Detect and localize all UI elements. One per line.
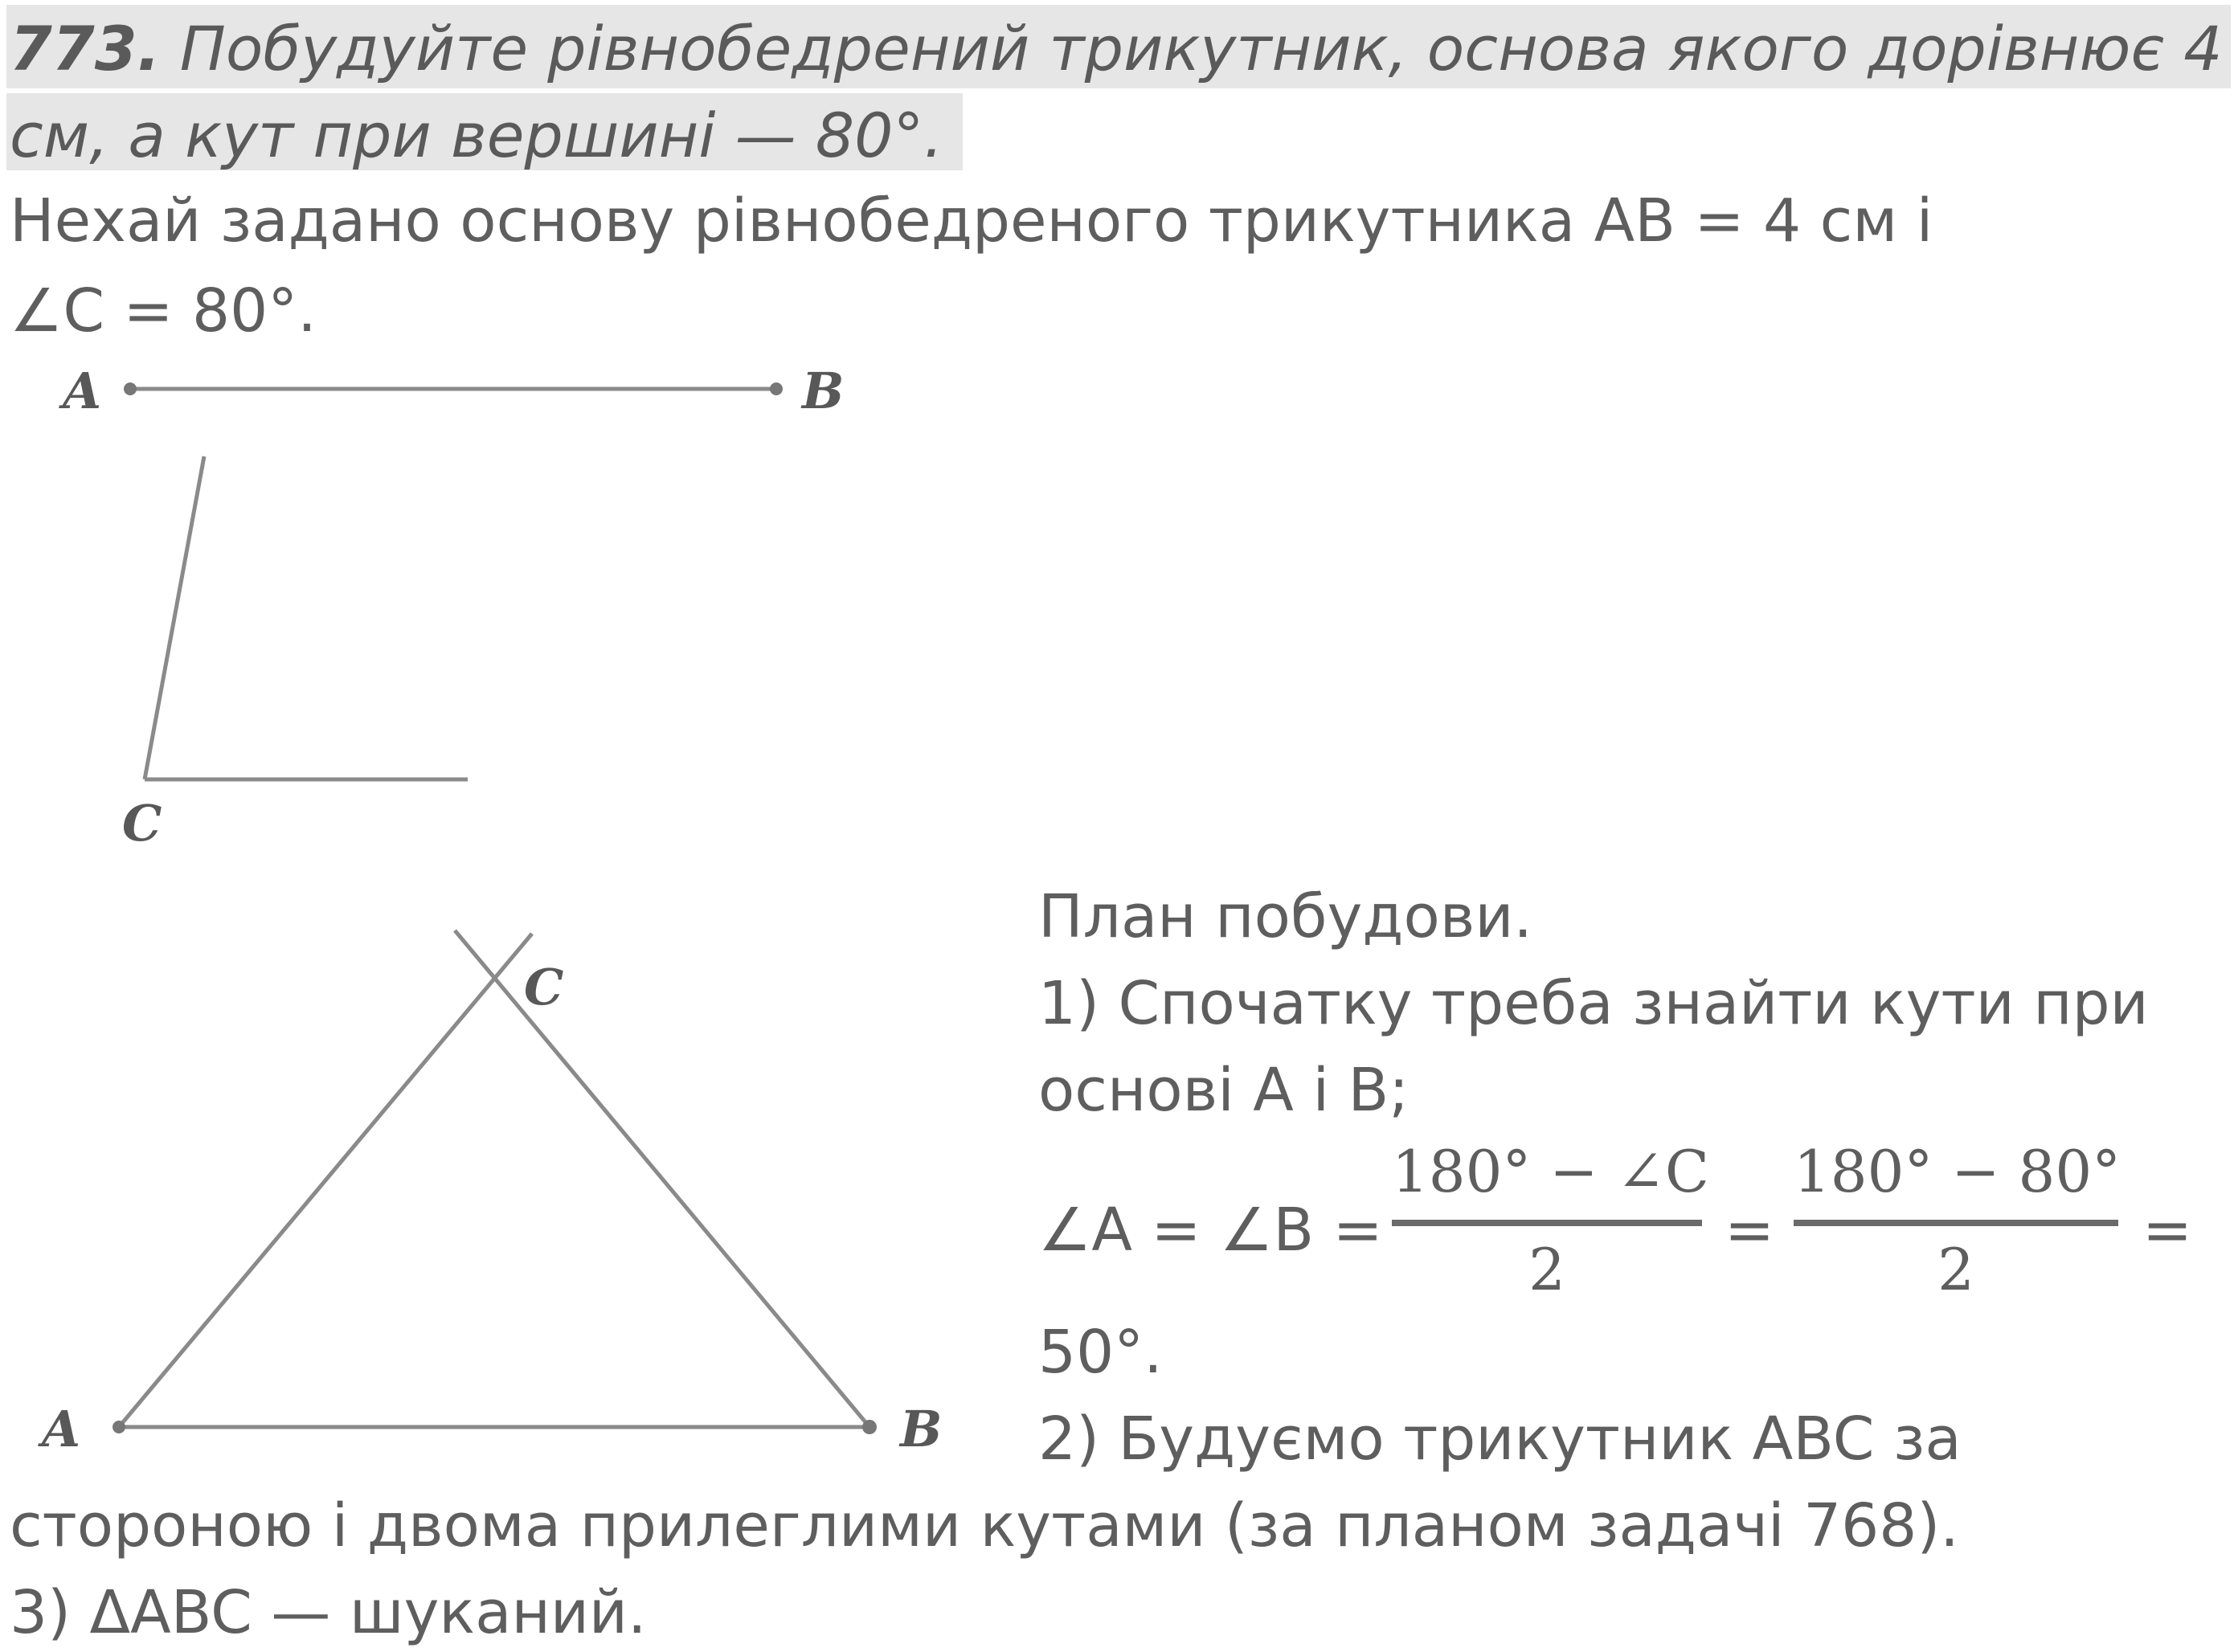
figure1-label-a: A [63,362,102,420]
figure2-label-a: A [42,1400,81,1458]
fraction1-bar [1392,1220,1702,1226]
given-line2: ∠C = 80°. [10,276,317,346]
formula-lhs: ∠A = ∠B = [1038,1196,1383,1265]
triangle-side-bc [455,930,869,1427]
fraction2-bar [1794,1220,2118,1226]
triangle-side-ac [119,934,532,1427]
task-text-line1: Побудуйте рівнобедрений трикутник, основа якого дорівнює 4 [179,13,2223,84]
plan-step2-line2: стороною і двома прилеглими кутами (за планом задачі 768). [10,1491,1959,1560]
triangle-point-b [862,1420,877,1434]
plan-step1-line1: 1) Спочатку треба знайти кути при [1038,969,2149,1038]
fraction2-numerator: 180° − 80° [1794,1138,2121,1205]
triangle-abc-figure [38,930,942,1458]
figure1-label-c: C [122,794,162,853]
formula-result: 50°. [1038,1318,1163,1387]
plan-step3: 3) ΔABC — шуканий. [10,1578,647,1647]
plan-step1-line2: основі A і B; [1038,1056,1410,1125]
point-a [124,382,137,395]
fraction1-numerator: 180° − ∠C [1392,1138,1709,1205]
task-number: 773. [10,13,161,84]
segment-ab-figure [59,362,844,420]
formula-equals-1: = [1725,1196,1775,1265]
plan-title: План побудови. [1038,882,1532,951]
angle-c-side1 [145,456,204,779]
figure1-label-b: B [802,362,845,420]
triangle-point-a [113,1421,125,1433]
point-b [770,382,783,395]
plan-step2-line1: 2) Будуємо трикутник ABC за [1038,1405,1962,1474]
figure2-label-b: B [900,1400,943,1458]
given-line1: Нехай задано основу рівнобедреного трикутника AB = 4 см і [10,186,1933,256]
angle-c-figure [122,456,468,853]
task-line2: см, а кут при вершині — 80°. [10,100,943,171]
fraction1-denominator: 2 [1528,1236,1565,1303]
figure2-label-c: C [524,958,564,1016]
fraction2-denominator: 2 [1937,1236,1974,1303]
formula-equals-2: = [2142,1196,2193,1265]
